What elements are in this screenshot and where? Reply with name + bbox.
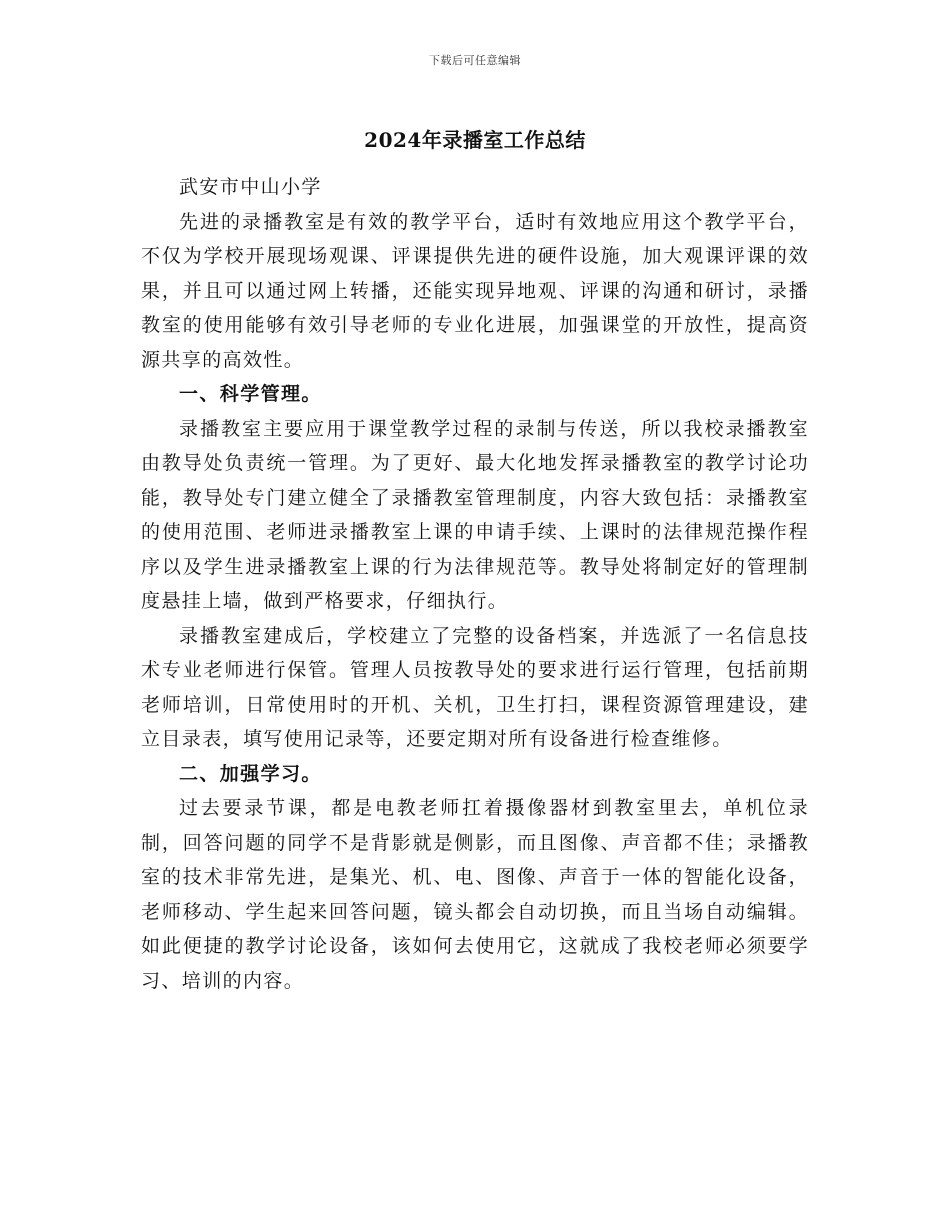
document-title: 2024年录播室工作总结 [364, 128, 586, 152]
document-body [141, 170, 809, 998]
page-header-note: 下载后可任意编辑 [429, 54, 521, 67]
section-heading-management: 一、科学管理。 [179, 383, 322, 405]
author-line: 武安市中山小学 [179, 176, 322, 198]
management-paragraph-2: 录播教室建成后，学校建立了完整的设备档案，并选派了一名信息技术专业老师进行保管。管理人员按教导处的要求进行运行管理，包括前期老师培训，日常使用时的开机、关机，卫生打扫，课程资源管理建设，建立目录表，填写使用记录等，还要定期对所有设备进行检查维修。 [141, 624, 809, 750]
management-paragraph-1: 录播教室主要应用于课堂教学过程的录制与传送，所以我校录播教室由教导处负责统一管理。为了更好、最大化地发挥录播教室的教学讨论功能，教导处专门建立健全了录播教室管理制度，内容大致包括：录播教室的使用范围、老师进录播教室上课的申请手续、上课时的法律规范操作程序以及学生进录播教室上课的行为法律规范等。教导处将制定好的管理制度悬挂上墙，做到严格要求，仔细执行。 [141, 417, 809, 612]
section-heading-learning: 二、加强学习。 [179, 762, 322, 785]
intro-paragraph: 先进的录播教室是有效的教学平台，适时有效地应用这个教学平台，不仅为学校开展现场观课、评课提供先进的硬件设施，加大观课评课的效果，并且可以通过网上转播，还能实现异地观、评课的沟通和研讨，录播教室的使用能够有效引导老师的专业化进展，加强课堂的开放性，提高资源共享的高效性。 [141, 210, 809, 371]
learning-paragraph-1: 过去要录节课，都是电教老师扛着摄像器材到教室里去，单机位录制，回答问题的同学不是背影就是侧影，而且图像、声音都不佳；录播教室的技术非常先进，是集光、机、电、图像、声音于一体的智能化设备，老师移动、学生起来回答问题，镜头都会自动切换，而且当场自动编辑。如此便捷的教学讨论设备，该如何去使用它，这就成了我校老师必须要学习、培训的内容。 [141, 797, 809, 992]
